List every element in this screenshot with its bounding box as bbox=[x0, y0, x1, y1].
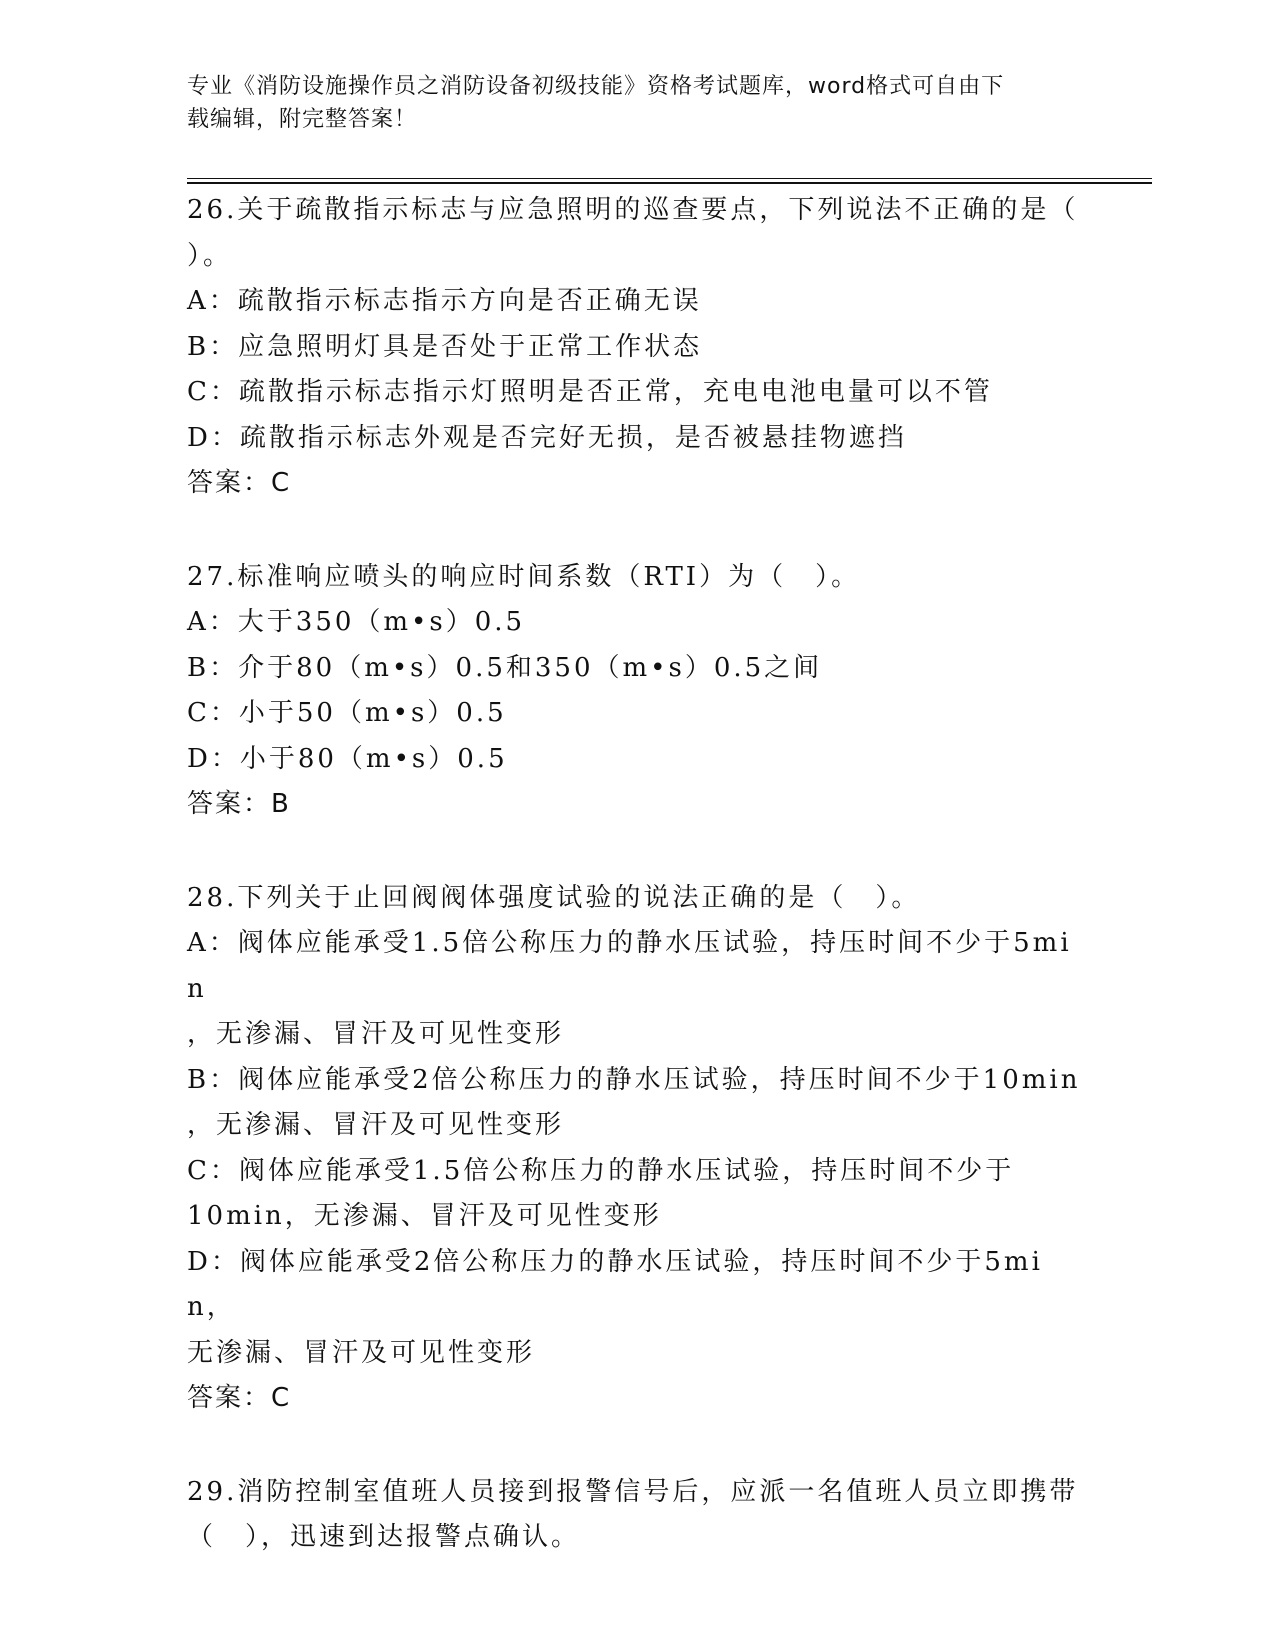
question-stem-line: ）。 bbox=[187, 240, 233, 271]
option-c-line-1: C：阀体应能承受1.5倍公称压力的静水压试验，持压时间不少于 bbox=[187, 1155, 1015, 1186]
question-stem-line: 29.消防控制室值班人员接到报警信号后，应派一名值班人员立即携带 bbox=[187, 1476, 1079, 1507]
answer: 答案：C bbox=[187, 468, 292, 498]
question-stem-line: 28.下列关于止回阀阀体强度试验的说法正确的是（ ）。 bbox=[187, 882, 921, 913]
option-d-line-2: 无渗漏、冒汗及可见性变形 bbox=[187, 1337, 536, 1368]
option-b-line-2: ，无渗漏、冒汗及可见性变形 bbox=[187, 1110, 565, 1140]
answer: 答案：C bbox=[187, 1383, 292, 1413]
header-line-2: 载编辑，附完整答案！ bbox=[187, 107, 418, 132]
option-a-line-1: A：阀体应能承受1.5倍公称压力的静水压试验，持压时间不少于5min bbox=[187, 928, 1072, 1004]
question-29 bbox=[187, 1470, 1087, 1561]
question-26 bbox=[187, 188, 1087, 507]
option-a-line-2: ，无渗漏、冒汗及可见性变形 bbox=[187, 1019, 565, 1049]
header-line-1: 专业《消防设施操作员之消防设备初级技能》资格考试题库，word格式可自由下 bbox=[187, 74, 1005, 99]
option-c-line-2: 10min，无渗漏、冒汗及可见性变形 bbox=[187, 1201, 662, 1231]
question-stem-line: 27.标准响应喷头的响应时间系数（RTI）为（ ）。 bbox=[187, 561, 861, 592]
option-b-line-1: B：阀体应能承受2倍公称压力的静水压试验，持压时间不少于10min bbox=[187, 1064, 1081, 1095]
question-stem-line: 26.关于疏散指示标志与应急照明的巡查要点，下列说法不正确的是（ bbox=[187, 195, 1079, 225]
option-c: C：疏散指示标志指示灯照明是否正常，充电电池电量可以不管 bbox=[187, 377, 993, 407]
option-b: B：应急照明灯具是否处于正常工作状态 bbox=[187, 331, 703, 362]
option-d-line-1: D：阀体应能承受2倍公称压力的静水压试验，持压时间不少于5min， bbox=[187, 1246, 1043, 1322]
option-a: A：疏散指示标志指示方向是否正确无误 bbox=[187, 286, 702, 316]
document-header bbox=[187, 70, 1067, 136]
header-rule-thick bbox=[187, 182, 1152, 184]
header-rule-thin bbox=[187, 178, 1152, 179]
answer: 答案：B bbox=[187, 789, 291, 819]
question-list bbox=[187, 188, 1087, 1609]
option-c: C：小于50（m•s）0.5 bbox=[187, 698, 507, 728]
option-d: D：疏散指示标志外观是否完好无损，是否被悬挂物遮挡 bbox=[187, 422, 907, 453]
option-b: B：介于80（m•s）0.5和350（m•s）0.5之间 bbox=[187, 652, 823, 683]
question-stem-line: （ ），迅速到达报警点确认。 bbox=[187, 1522, 581, 1552]
option-a: A：大于350（m•s）0.5 bbox=[187, 607, 526, 637]
question-28 bbox=[187, 876, 1087, 1422]
question-27 bbox=[187, 555, 1087, 828]
option-d: D：小于80（m•s）0.5 bbox=[187, 743, 508, 774]
